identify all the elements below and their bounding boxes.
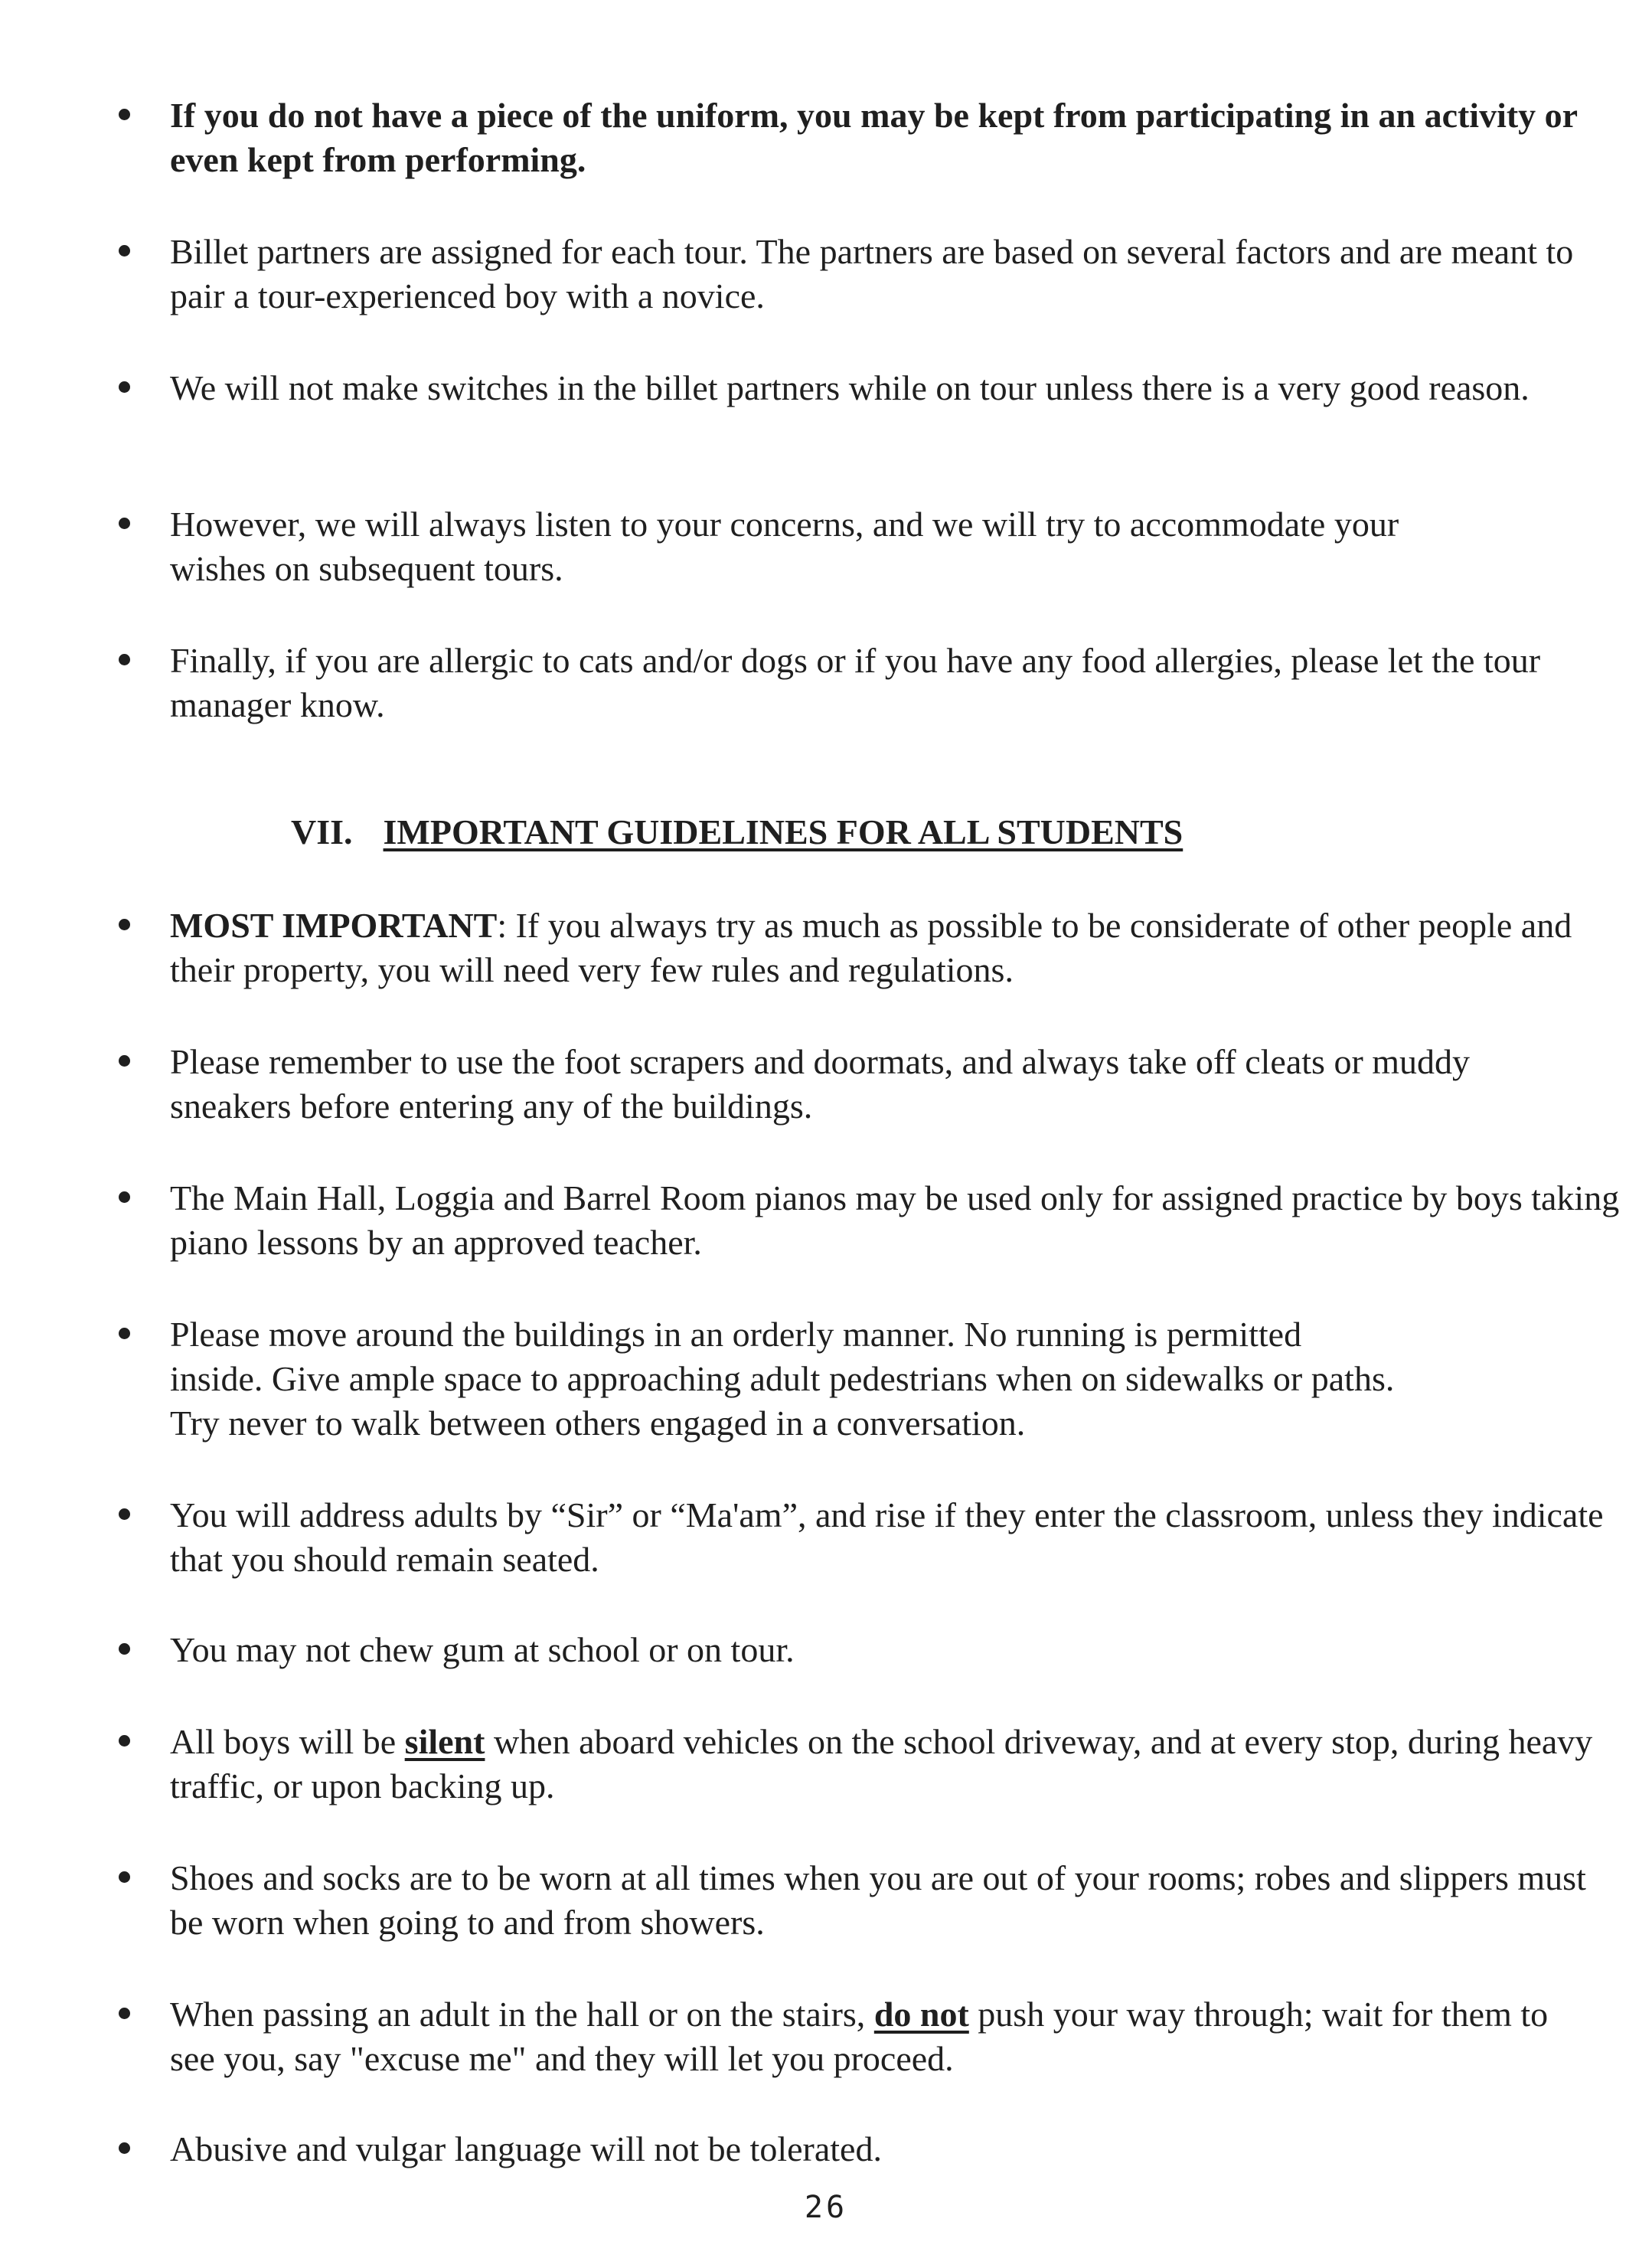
bullet-dot [119,1508,130,1520]
bullet-line: Please move around the buildings in an orderly manner. No running is permitted [170,1315,1302,1354]
bullet-dot [119,381,130,393]
bullet-dot [119,1871,130,1883]
bullet-text: You will address adults by “Sir” or “Ma'am”, and rise if they enter the classroom, unless they indicate that you should remain seated. [170,1495,1604,1579]
bullet-text: Finally, if you are allergic to cats and/or dogs or if you have any food allergies, please let the tour manager know. [170,641,1541,724]
bullet-dot [119,654,130,665]
bullet-text: Please remember to use the foot scrapers and doormats, and always take off cleats or muddy sneakers before entering any of the buildings. [170,1042,1471,1126]
bullet-dot [119,1055,130,1067]
bullet-dot [119,2142,130,2154]
bullet-text [170,904,1609,992]
bullet-text-body: When passing an adult in the hall or on the stairs, [170,1995,874,2034]
bullet-dot [119,1735,130,1747]
bullet-text: Shoes and socks are to be worn at all times when you are out of your rooms; robes and slippers must be worn when going to and from showers. [170,1858,1586,1942]
bullet-dot [119,919,130,930]
bullet-dot [119,1643,130,1655]
bullet-line: inside. Give ample space to approaching adult pedestrians when on sidewalks or paths. [170,1359,1395,1398]
bullet-text: If you do not have a piece of the uniform, you may be kept from participating in an activity or even kept from performing. [170,96,1578,179]
bullet-text: You may not chew gum at school or on tour. [170,1630,795,1669]
bullet-dot [119,518,130,529]
bullet-line: Try never to walk between others engaged in a conversation. [170,1403,1026,1443]
bullet-text [170,1312,1624,1446]
bullet-text-body: when aboard vehicles on the school driveway, and at every stop, during heavy traffic, or upon backing up. [170,1722,1593,1805]
section-number: VII. [291,812,353,851]
bullet-text: However, we will always listen to your concerns, and we will try to accommodate your wishes on subsequent tours. [170,505,1399,588]
bullet-dot [119,109,130,120]
emphasis-underlined: silent [404,1722,485,1761]
emphasis-lead: MOST IMPORTANT [170,906,498,945]
bullet-text: Billet partners are assigned for each tour. The partners are based on several factors and are meant to pair a tour-experienced boy with a novice. [170,232,1574,315]
bullet-dot [119,2008,130,2019]
bullet-text [170,1992,1563,2081]
bullet-dot [119,245,130,257]
bullet-text: Abusive and vulgar language will not be tolerated. [170,2129,882,2168]
bullet-text: The Main Hall, Loggia and Barrel Room pianos may be used only for assigned practice by boys taking piano lessons by an approved teacher. [170,1178,1620,1262]
bullet-text-body: All boys will be [170,1722,405,1761]
bullet-dot [119,1191,130,1203]
section-title: IMPORTANT GUIDELINES FOR ALL STUDENTS [383,812,1183,851]
page-number: 26 [804,2190,848,2225]
section-heading [291,810,1183,855]
bullet-text [170,1720,1594,1809]
bullet-dot [119,1328,130,1339]
bullet-text-body: push your way through; wait for them to see you, say "excuse me" and they will let you proceed. [170,1995,1549,2078]
bullet-text-body: : If you always try as much as possible to be considerate of other people and their property, you will need very few rules and regulations. [170,906,1572,989]
bullet-text: We will not make switches in the billet partners while on tour unless there is a very good reason. [170,368,1530,407]
emphasis-underlined: do not [873,1995,969,2034]
